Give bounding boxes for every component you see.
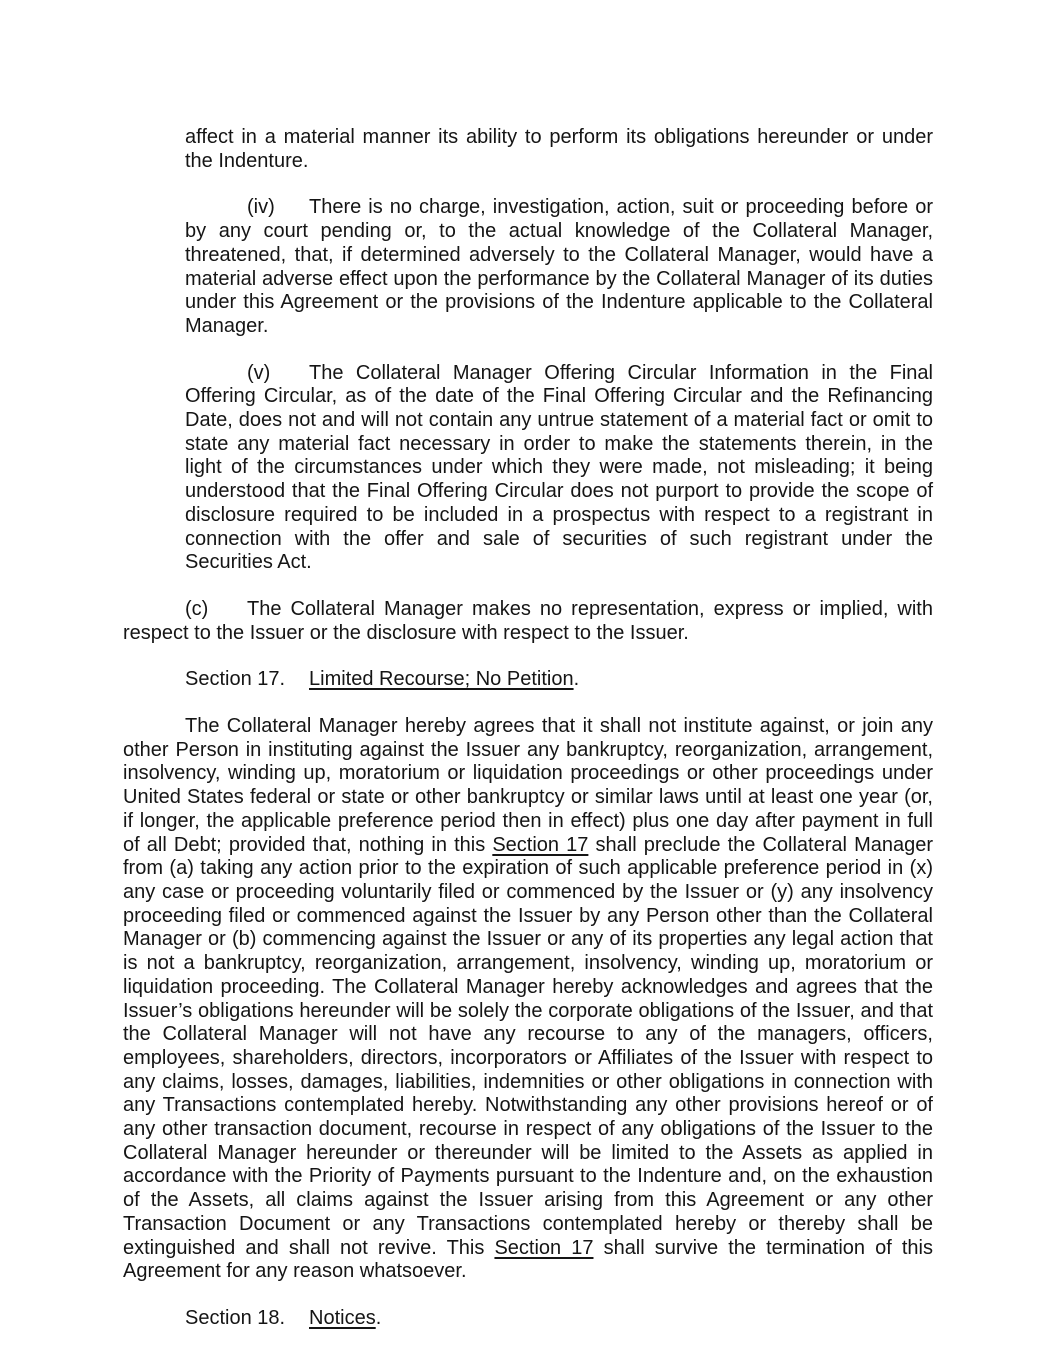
subclause-iv-text: There is no charge, investigation, action, suit or proceeding before or by any court pending or, to the actual knowledge of the Collateral Manager, threatened, that, if determined adversely to the Collateral Manager, would have a material adverse effect upon the performance by the Collateral Manager of its duties under this Agreement or the provisions of the Indenture applicable to the Collateral Manager. [185,196,933,337]
subclause-iv-label: (iv) [247,196,275,219]
section-17-paragraph-segment: The Collateral Manager hereby agrees that it shall not institute against, or join any other Person in instituting against the Issuer any bankruptcy, reorganization, arrangement, insolvency, winding up, moratorium or liquidation proceedings or other proceedings under United States federal or state or other bankruptcy or similar laws until at least one year (or, if longer, the applicable preference period then in effect) plus one day after payment in full of all Debt; provided that, nothing in this [123,715,933,856]
section-17-reference: Section 17 [492,833,589,856]
clause-c-label: (c) [185,597,209,620]
paragraph-continuation: affect in a material manner its ability to perform its obligations hereunder or under the Indenture. [185,126,933,172]
section-17-heading [123,668,933,692]
subclause-v-text: The Collateral Manager Offering Circular Information in the Final Offering Circular, as of the date of the Final Offering Circular and the Refinancing Date, does not and will not contain any untrue statement of a material fact or omit to state any material fact necessary in order to make the statements therein, in the light of the circumstances under which they were made, not misleading; it being understood that the Final Offering Circular does not purport to provide the scope of disclosure required to be included in a prospectus with respect to a registrant in connection with the offer and sale of securities of such registrant under the Securities Act. [185,361,933,574]
section-18-heading-title: Notices [309,1306,376,1329]
section-18-heading [123,1307,933,1331]
clause-c [123,598,933,645]
subclause-v-label: (v) [247,361,271,384]
document-body [123,126,933,1354]
clause-c-text: The Collateral Manager makes no representation, express or implied, with respect to the Issuer or the disclosure with respect to the Issuer. [123,597,933,644]
section-17-heading-label: Section 17. [185,668,286,691]
section-17-paragraph-segment: shall survive the termination of this Agreement for any reason whatsoever. [123,1236,933,1283]
section-17-heading-title: Limited Recourse; No Petition [309,668,574,691]
section-17-paragraph-segment: shall preclude the Collateral Manager from (a) taking any action prior to the expiration of such applicable preference period in (x) any case or proceeding voluntarily filed or commenced by the Issuer or (y) any insolvency proceeding filed or commenced against the Issuer by any Person other than the Collateral Manager or (b) commencing against the Issuer or any of its properties any legal action that is not a bankruptcy, reorganization, arrangement, insolvency, winding up, moratorium or liquidation proceeding. The Collateral Manager hereby acknowledges and agrees that the Issuer’s obligations hereunder will be solely the corporate obligations of the Issuer, and that the Collateral Manager will not have any recourse to any of the managers, officers, employees, shareholders, directors, incorporators or Affiliates of the Issuer with respect to any claims, losses, damages, liabilities, indemnities or other obligations in connection with any Transactions contemplated hereby. Notwithstanding any other provisions hereof or of any other transaction document, recourse in respect of any obligations of the Issuer to the Collateral Manager hereunder or thereunder will be limited to the Assets as applied in accordance with the Priority of Payments pursuant to the Indenture and, on the exhaustion of the Assets, all claims against the Issuer arising from this Agreement or any other Transaction Document or any Transactions contemplated hereby or thereby shall be extinguished and shall not revive. This [123,833,934,1259]
section-17-reference: Section 17 [494,1236,594,1259]
section-18-heading-label: Section 18. [185,1306,286,1329]
section-17-paragraph [123,715,933,1284]
subclause-iv [185,196,933,338]
section-17-heading-suffix: . [573,668,580,691]
subclause-v [185,362,933,575]
section-18-heading-suffix: . [375,1306,382,1329]
